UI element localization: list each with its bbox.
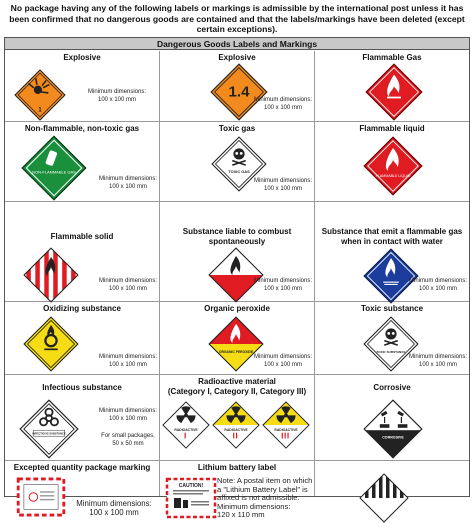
explosive-bomb-label-icon (14, 69, 66, 121)
label-text: RADIOACTIVE (274, 427, 298, 432)
cell-title: Flammable liquid (359, 124, 425, 133)
labels-table (4, 37, 470, 520)
cell-toxic-substance (315, 302, 469, 375)
label-text: ORGANIC PEROXIDE (218, 349, 254, 354)
dimensions-text: Minimum dimensions: 100 x 100 mm (87, 89, 147, 103)
cell-title: Explosive (63, 53, 101, 62)
cell-flammable-solid (5, 202, 160, 302)
cell-title: Substance liable to combust spontaneously (182, 227, 292, 246)
dimensions-text: Minimum dimensions: 100 x 100 mm (408, 278, 468, 292)
table-title: Dangerous Goods Labels and Markings (5, 38, 469, 50)
radioactive-category-1-icon (162, 401, 210, 449)
cell-class-9 (315, 461, 469, 496)
cell-title: Radioactive material (Category I, Category II, Category III) (167, 377, 307, 396)
lithium-battery-label-icon (166, 478, 216, 518)
cell-title: Substance that emit a flammable gas when in contact with water (321, 227, 463, 246)
label-text: CORROSIVE (382, 435, 404, 440)
dimensions-text: Minimum dimensions: 100 x 100 mm (253, 278, 313, 292)
cell-title: Toxic substance (360, 304, 424, 313)
oxidizer-flame-over-circle-icon (23, 316, 79, 372)
lithium-note-text: Note: A postal item on which a "Lithium Battery Label" is affixed is not admissible. Minimum dimensions: 120 x 110 mm (217, 476, 313, 520)
label-text: RADIOACTIVE (224, 427, 248, 432)
cell-title: Non-flammable, non-toxic gas (24, 124, 140, 133)
cell-title: Corrosive (373, 383, 411, 392)
cell-corrosive (315, 375, 469, 461)
corrosive-icon (363, 399, 423, 459)
cell-radioactive (160, 375, 315, 461)
cell-nonflammable-gas (5, 122, 160, 202)
dimensions-text: Minimum dimensions: 100 x 100 mm (98, 176, 158, 190)
infectious-biohazard-icon (19, 399, 79, 459)
cell-lithium-battery (160, 461, 315, 520)
dimensions-text: Minimum dimensions: 100 x 100 mm (408, 354, 468, 368)
cell-organic-peroxide (160, 302, 315, 375)
dimensions-text: Minimum dimensions: 100 x 100 mm (76, 499, 152, 517)
radioactive-category-2-icon (212, 401, 260, 449)
label-caution-text: CAUTION! (178, 483, 204, 489)
cell-toxic-gas (160, 122, 315, 202)
label-text: TOXIC GAS (228, 168, 250, 174)
label-text: NON-FLAMMABLE GAS (32, 169, 76, 175)
nonflammable-gas-cylinder-icon (21, 135, 87, 201)
excepted-quantity-marking-icon (17, 478, 65, 516)
flammable-gas-flame-icon (365, 63, 423, 121)
small-package-dimensions-text: For small packages, 50 x 50 mm (101, 433, 155, 447)
svg-text:1: 1 (38, 106, 42, 114)
cell-title: Lithium battery label (197, 463, 277, 472)
notice-text: No package having any of the following labels or markings is admissible by the international post unless it has been confirmed that no dangerous goods are contained and that the labels/markings have been deleted (except certain exceptions). (9, 3, 465, 34)
cell-water-reactive (315, 202, 469, 302)
label-text: FLAMMABLE LIQUID (375, 173, 411, 178)
cell-flammable-liquid (315, 122, 469, 202)
dimensions-text: Minimum dimensions: 100 x 100 mm (98, 278, 158, 292)
label-number: 1.4 (228, 83, 250, 101)
label-text: INFECTIOUS SUBSTANCE (32, 432, 66, 436)
label-text: TOXIC SUBSTANCE (376, 349, 406, 354)
flammable-solid-striped-icon (23, 247, 79, 303)
cell-title: Flammable Gas (362, 53, 422, 62)
cell-title: Flammable solid (50, 232, 114, 241)
cell-spontaneous-combustion (160, 202, 315, 302)
spontaneous-combustion-icon (208, 247, 264, 303)
dimensions-text: Minimum dimensions: 100 x 100 mm (253, 97, 313, 111)
cell-infectious (5, 375, 160, 461)
cell-title: Oxidizing substance (43, 304, 121, 313)
cell-title: Organic peroxide (204, 304, 270, 313)
water-reactive-flame-icon (363, 248, 419, 304)
cell-explosive-2 (160, 51, 315, 122)
cell-title: Explosive (218, 53, 256, 62)
dimensions-text: Minimum dimensions: 100 x 100 mm (98, 408, 158, 422)
cell-title: Toxic gas (218, 124, 256, 133)
flammable-liquid-flame-icon (363, 136, 423, 196)
cell-title: Excepted quantity package marking (13, 463, 151, 472)
label-text: RADIOACTIVE (174, 427, 198, 432)
cell-title: Infectious substance (42, 383, 122, 392)
dimensions-text: Minimum dimensions: 100 x 100 mm (253, 354, 313, 368)
cell-oxidizing (5, 302, 160, 375)
radioactive-category-3-icon (262, 401, 310, 449)
dimensions-text: Minimum dimensions: 100 x 100 mm (253, 178, 313, 192)
cell-excepted-quantity (5, 461, 160, 517)
explosive-1-4-label-icon (210, 63, 268, 121)
cell-flammable-gas (315, 51, 469, 122)
cell-explosive-1 (5, 51, 160, 122)
class-9-miscellaneous-icon (359, 473, 409, 523)
dimensions-text: Minimum dimensions: 100 x 100 mm (98, 354, 158, 368)
